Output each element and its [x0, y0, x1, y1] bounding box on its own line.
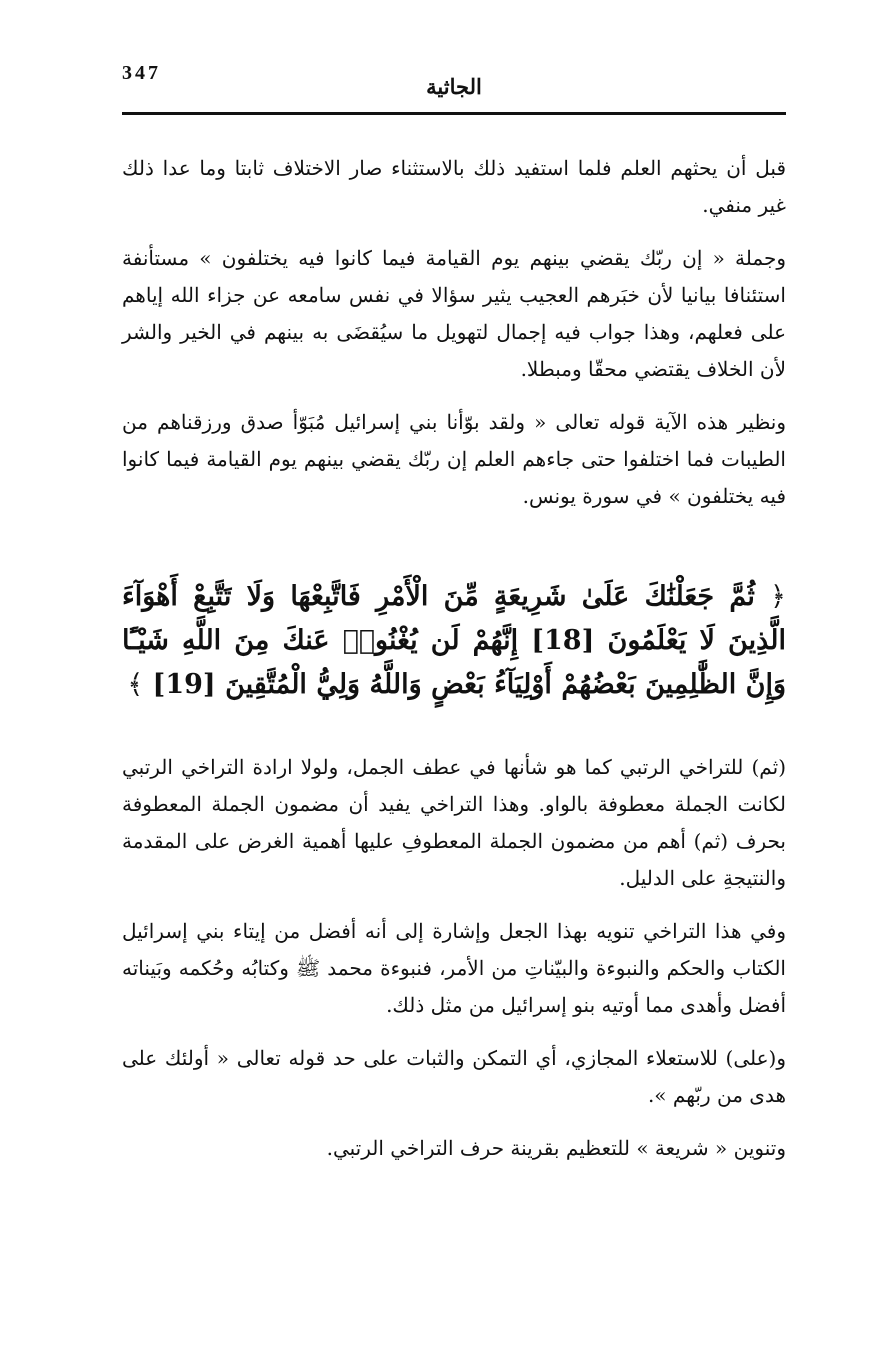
paragraph: وفي هذا التراخي تنويه بهذا الجعل وإشارة إلى أنه أفضل من إيتاء بني إسرائيل الكتاب والحكم والنبوءة والبيّناتِ من الأمر، فنبوءة محمد ﷺ وكتابُه وحُكمه وبَيناته أفضل وأهدى مما أوتيه بنو إسرائيل من مثل ذلك. — [122, 919, 786, 1017]
paragraph: وتنوين « شريعة » للتعظيم بقرينة حرف التراخي الرتبي. — [326, 1136, 786, 1160]
page-header — [122, 58, 786, 114]
page-number: 347 — [122, 62, 161, 84]
page-body — [122, 150, 786, 1183]
verse-open-ornament: ﴿ — [770, 581, 786, 612]
paragraph: وجملة « إن ربّك يقضي بينهم يوم القيامة فيما كانوا فيه يختلفون » مستأنفة استئنافا بيانيا لأن خبَرهم العجيب يثير سؤالا في نفس سامعه عن جزاء الله إياهم على فعلهم، وهذا جواب فيه إجمال لتهويل ما سيُقضَى به بينهم في الخير والشر لأن الخلاف يقتضي محقّا ومبطلا. — [122, 246, 786, 381]
verse-close-ornament: ﴾ — [127, 669, 144, 700]
quran-verse — [122, 575, 786, 707]
paragraph: (ثم) للتراخي الرتبي كما هو شأنها في عطف الجمل، ولولا ارادة التراخي الرتبي لكانت الجملة معطوفة بالواو. وهذا التراخي يفيد أن مضمون الجملة المعطوفة بحرف (ثم) أهم من مضمون الجملة المعطوفِ عليها أهمية الغرض على المقدمة والنتيجةِ على الدليل. — [122, 755, 786, 890]
paragraph: ونظير هذه الآية قوله تعالى « ولقد بوّأنا بني إسرائيل مُبَوّأ صدق ورزقناهم من الطيبات فما اختلفوا حتى جاءهم العلم إن ربّك يقضي بينهم يوم القيامة فيما كانوا فيه يختلفون » في سورة يونس. — [122, 410, 786, 508]
paragraph: قبل أن يحثهم العلم فلما استفيد ذلك بالاستثناء صار الاختلاف ثابتا وما عدا ذلك غير منفي. — [122, 156, 786, 217]
running-title: الجاثية — [426, 74, 482, 99]
paragraph: و(على) للاستعلاء المجازي، أي التمكن والثبات على حد قوله تعالى « أولئك على هدى من ربّهم ». — [122, 1046, 786, 1107]
header-rule — [122, 112, 786, 115]
verse-text: ثُمَّ جَعَلْنَٰكَ عَلَىٰ شَرِيعَةٍ مِّنَ الْأَمْرِ فَاتَّبِعْهَا وَلَا تَتَّبِعْ أَهْوَآءَ الَّذِينَ لَا يَعْلَمُونَ [18] إِنَّهُمْ لَن يُغْنُوا۟ عَنكَ مِنَ اللَّهِ شَيْـًٔا وَإِنَّ الظَّٰلِمِينَ بَعْضُهُمْ أَوْلِيَآءُ بَعْضٍ وَاللَّهُ وَلِيُّ الْمُتَّقِينَ [19] — [122, 581, 786, 700]
